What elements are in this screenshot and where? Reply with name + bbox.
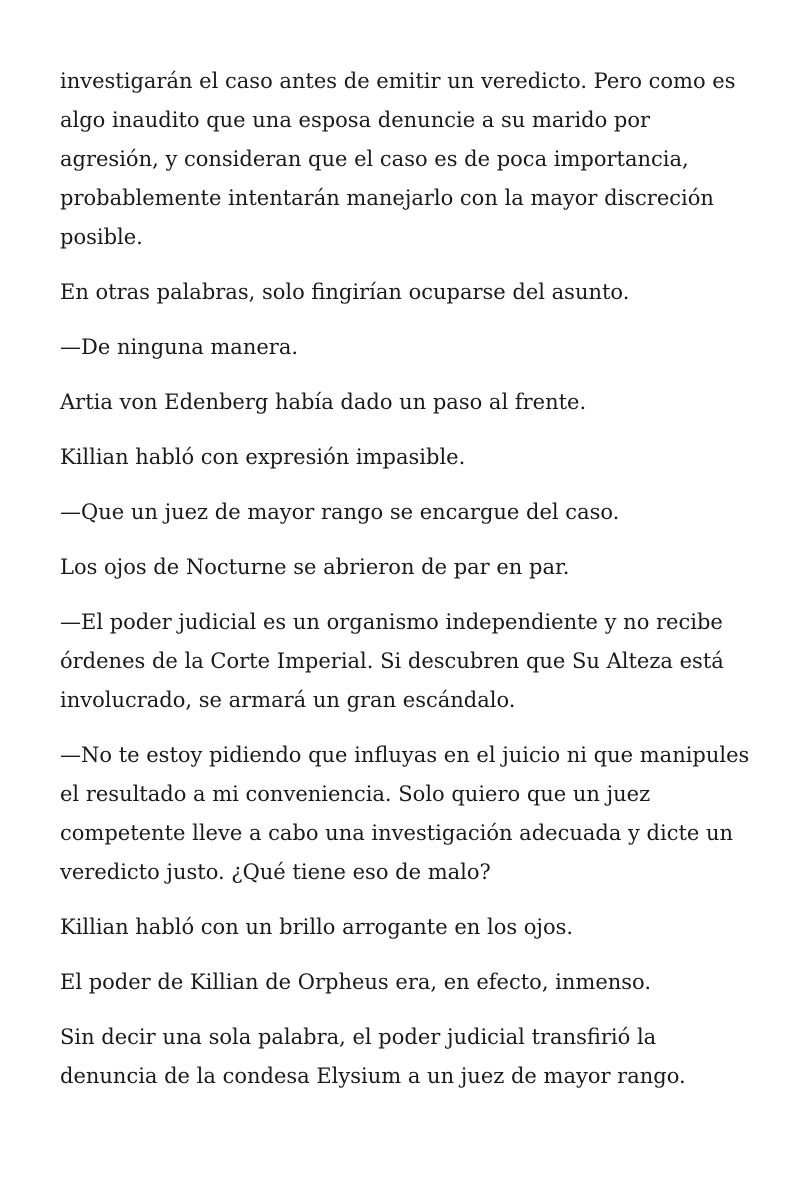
paragraph: —No te estoy pidiendo que influyas en el juicio ni que manipules el resultado a mi conveniencia. Solo quiero que un juez competente lleve a cabo una investigación adecuada y dicte un veredicto justo. ¿Qué tiene eso de malo? xyxy=(60,743,750,884)
paragraph: —Que un juez de mayor rango se encargue del caso. xyxy=(60,500,620,524)
book-page xyxy=(60,62,750,1112)
paragraph: Los ojos de Nocturne se abrieron de par en par. xyxy=(60,555,570,579)
paragraph: Killian habló con expresión impasible. xyxy=(60,445,466,469)
paragraph: —De ninguna manera. xyxy=(60,335,299,359)
paragraph: investigarán el caso antes de emitir un veredicto. Pero como es algo inaudito que una esposa denuncie a su marido por agresión, y consideran que el caso es de poca importancia, probablemente intentarán manejarlo con la mayor discreción posible. xyxy=(60,69,736,249)
paragraph: Killian habló con un brillo arrogante en los ojos. xyxy=(60,915,574,939)
paragraph: El poder de Killian de Orpheus era, en efecto, inmenso. xyxy=(60,970,652,994)
paragraph: —El poder judicial es un organismo independiente y no recibe órdenes de la Corte Imperial. Si descubren que Su Alteza está involucrado, se armará un gran escándalo. xyxy=(60,610,724,712)
paragraph: En otras palabras, solo fingirían ocuparse del asunto. xyxy=(60,280,630,304)
paragraph: Artia von Edenberg había dado un paso al frente. xyxy=(60,390,587,414)
paragraph: Sin decir una sola palabra, el poder judicial transfirió la denuncia de la condesa Elysium a un juez de mayor rango. xyxy=(60,1025,686,1088)
